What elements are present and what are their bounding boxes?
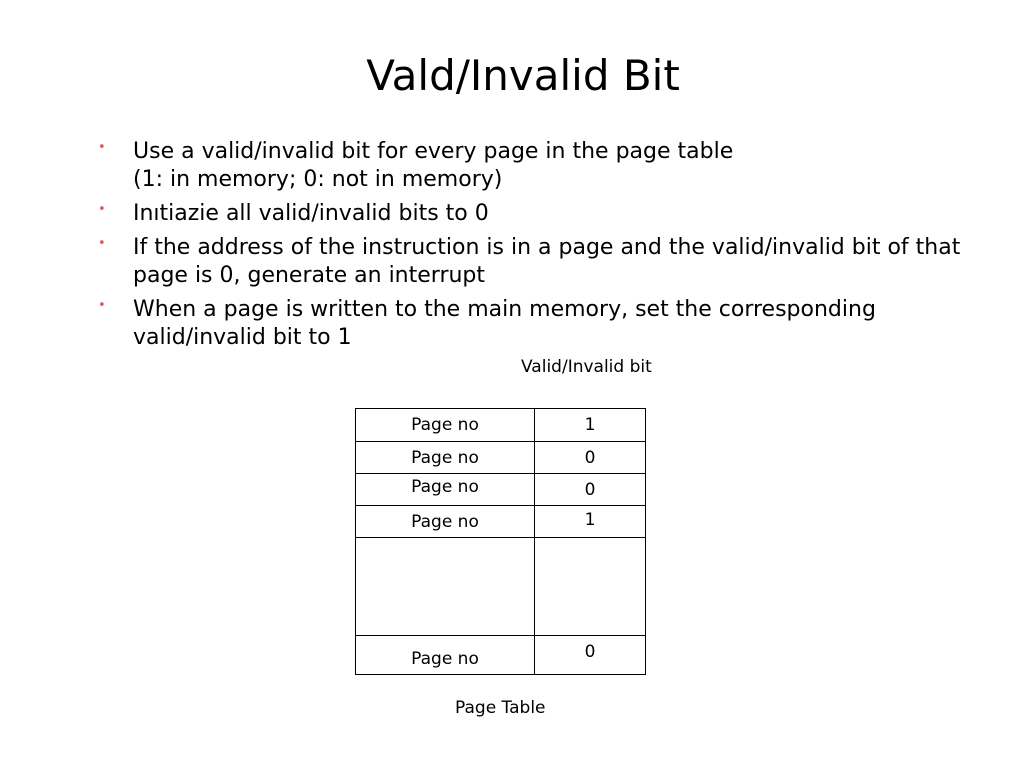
- page-number-cell: Page no: [411, 649, 479, 669]
- table-row: [356, 506, 645, 538]
- valid-invalid-bit-label: Valid/Invalid bit: [521, 357, 652, 377]
- valid-bit-cell: 0: [584, 480, 596, 500]
- page-number-cell: Page no: [411, 477, 479, 497]
- bullet-marker-icon: •: [98, 202, 106, 217]
- page-number-cell: Page no: [411, 512, 479, 532]
- page-number-cell: Page no: [411, 415, 479, 435]
- page-table: [355, 408, 646, 675]
- bullet-text: Use a valid/invalid bit for every page in the page table (1: in memory; 0: not in memory): [133, 139, 734, 192]
- table-row: [356, 636, 645, 674]
- table-row-gap: [356, 538, 645, 636]
- bullet-text: If the address of the instruction is in a page and the valid/invalid bit of that page is 0, generate an interrupt: [133, 235, 961, 288]
- slide-title: Vald/Invalid Bit: [366, 51, 680, 100]
- bullet-text: Inıtiazie all valid/invalid bits to 0: [133, 201, 489, 226]
- page-number-cell: Page no: [411, 448, 479, 468]
- valid-bit-cell: 1: [584, 510, 596, 530]
- bullet-marker-icon: •: [98, 298, 106, 313]
- bullet-item: [96, 138, 976, 194]
- bullet-marker-icon: •: [98, 236, 106, 251]
- table-row: [356, 474, 645, 506]
- valid-bit-cell: 0: [584, 642, 596, 662]
- table-row: [356, 442, 645, 474]
- bullet-marker-icon: •: [98, 140, 106, 155]
- bullet-text: When a page is written to the main memory, set the corresponding valid/invalid bit to 1: [133, 297, 876, 350]
- table-row: [356, 409, 645, 442]
- bullet-item: [96, 234, 976, 290]
- bullet-item: [96, 200, 976, 228]
- valid-bit-cell: 1: [584, 415, 596, 435]
- page-table-caption: Page Table: [455, 698, 546, 718]
- bullet-item: [96, 296, 976, 352]
- bullet-list: [96, 138, 976, 358]
- valid-bit-cell: 0: [584, 448, 596, 468]
